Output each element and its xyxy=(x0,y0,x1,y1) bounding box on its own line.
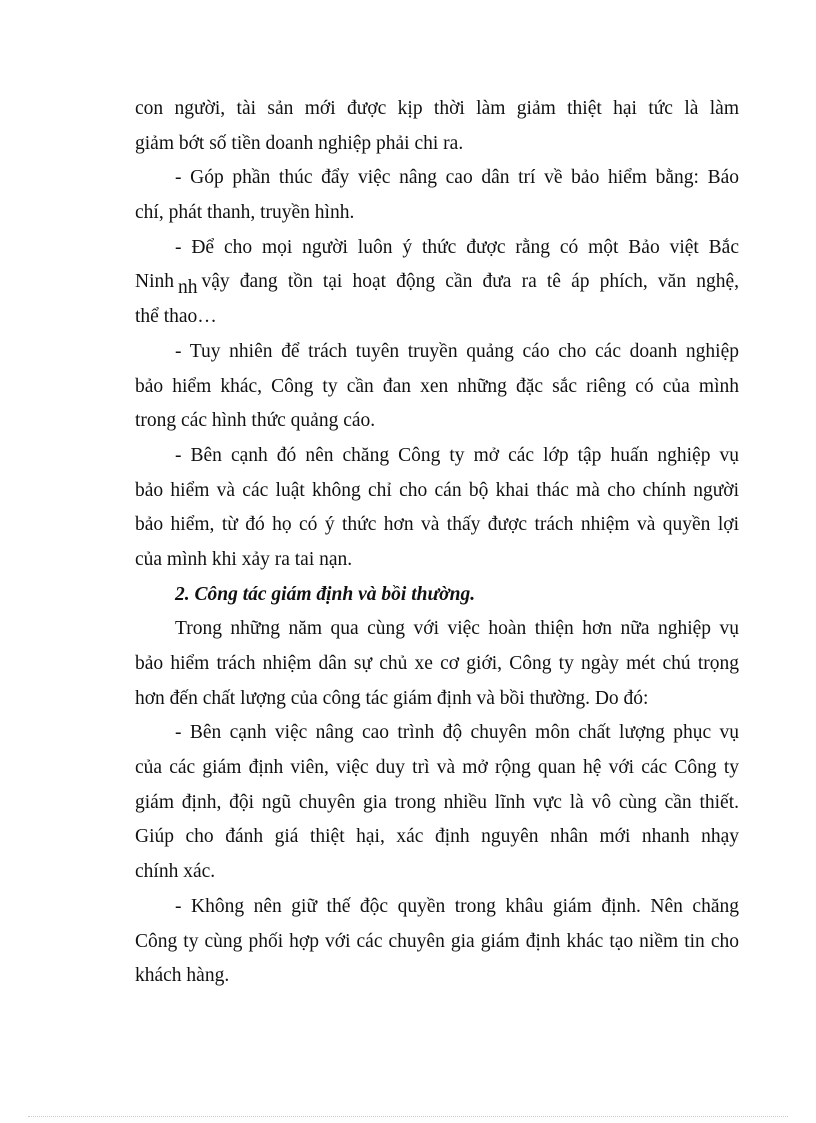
text-line: trong các hình thức quảng cáo. xyxy=(135,410,376,432)
text-line: con người, tài sản mới được kịp thời làm giảm thiệt hại tức là làm xyxy=(135,98,739,119)
text-line: thể thao… xyxy=(135,306,217,328)
text-line: Giúp cho đánh giá thiệt hại, xác định nguyên nhân mới nhanh nhạy xyxy=(135,826,739,848)
text-line: Trong những năm qua cùng với việc hoàn thiện hơn nữa nghiệp vụ xyxy=(175,618,739,640)
text-line: giảm bớt số tiền doanh nghiệp phải chi ra. xyxy=(135,132,464,154)
document-body xyxy=(135,92,739,994)
text-line: chí, phát thanh, truyền hình. xyxy=(135,202,355,224)
text-line: bảo hiểm trách nhiệm dân sự chủ xe cơ giới, Công ty ngày mét chú trọng xyxy=(135,653,739,674)
text-line: - Bên cạnh việc nâng cao trình độ chuyên môn chất lượng phục vụ xyxy=(175,722,739,744)
text-line: khách hàng. xyxy=(135,965,230,987)
text-line: Công ty cùng phối hợp với các chuyên gia giám định khác tạo niềm tin cho xyxy=(135,930,739,952)
text-line: - Tuy nhiên để trách tuyên truyền quảng cáo cho các doanh nghiệp xyxy=(175,340,739,362)
ninh-word: Ninh xyxy=(135,271,174,293)
text-line: - Không nên giữ thế độc quyền trong khâu giám định. Nên chăng xyxy=(175,895,739,917)
text-line: bảo hiểm khác, Công ty cần đan xen những đặc sắc riêng có của mình xyxy=(135,375,739,397)
footer-divider xyxy=(28,1116,788,1117)
section-heading: 2. Công tác giám định và bồi thường. xyxy=(175,583,476,605)
text-line-rest: vậy đang tồn tại hoạt động cần đưa ra tê áp phích, văn nghệ, xyxy=(201,271,739,293)
text-line: - Để cho mọi người luôn ý thức được rằng có một Bảo việt Bắc xyxy=(175,236,739,258)
text-line: của mình khi xảy ra tai nạn. xyxy=(135,548,353,570)
text-line: bảo hiểm và các luật không chỉ cho cán bộ khai thác mà cho chính người xyxy=(135,479,739,501)
text-line: hơn đến chất lượng của công tác giám định và bồi thường. Do đó: xyxy=(135,687,649,709)
text-line: của các giám định viên, việc duy trì và mở rộng quan hệ với các Công ty xyxy=(135,757,739,779)
text-line: - Bên cạnh đó nên chăng Công ty mở các lớp tập huấn nghiệp vụ xyxy=(175,444,739,466)
text-line: bảo hiểm, từ đó họ có ý thức hơn và thấy được trách nhiệm và quyền lợi xyxy=(135,514,739,536)
text-line: giám định, đội ngũ chuyên gia trong nhiều lĩnh vực là vô cùng cần thiết. xyxy=(135,791,739,813)
text-line: - Góp phần thúc đẩy việc nâng cao dân trí về bảo hiểm bằng: Báo xyxy=(175,167,739,189)
text-line: chính xác. xyxy=(135,861,216,883)
text-line-mixed xyxy=(135,265,739,300)
ninh-subscript: nh xyxy=(178,277,198,299)
